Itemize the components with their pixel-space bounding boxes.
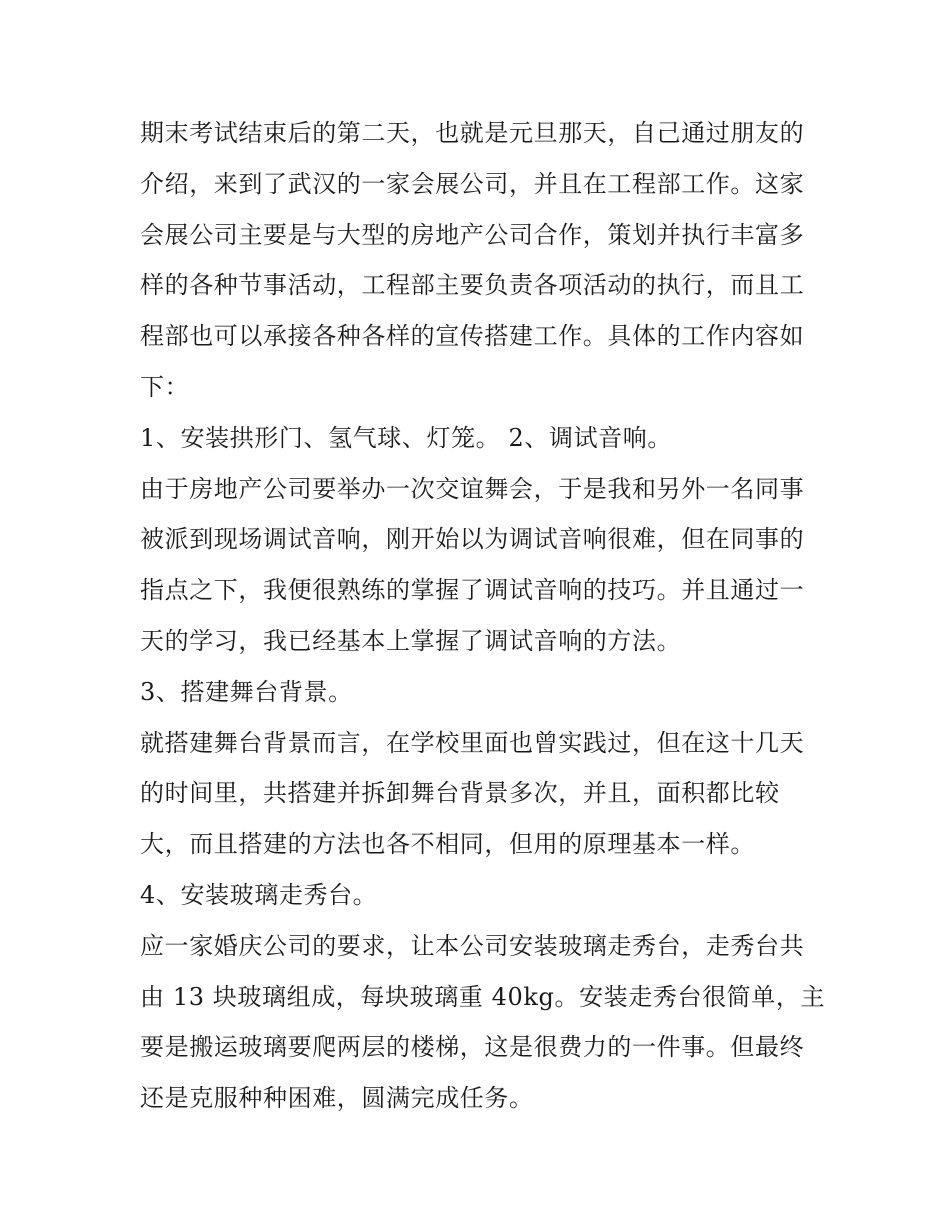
text-line: 由 13 块玻璃组成，每块玻璃重 40kg。安装走秀台很简单，主 [140, 982, 826, 1011]
text-line: 的时间里，共搭建并拆卸舞台背景多次，并且，面积都比较 [140, 779, 780, 808]
text-line: 被派到现场调试音响，刚开始以为调试音响很难，但在同事的 [140, 525, 805, 554]
text-line: 大，而且搭建的方法也各不相同，但用的原理基本一样。 [140, 830, 755, 859]
list-item-heading: 4、安装玻璃走秀台。 [140, 880, 378, 909]
list-item-heading: 3、搭建舞台背景。 [140, 677, 353, 706]
text-line: 还是克服种种困难，圆满完成任务。 [140, 1084, 534, 1113]
text-line: 就搭建舞台背景而言，在学校里面也曾实践过，但在这十几天 [140, 728, 805, 757]
text-line: 期末考试结束后的第二天，也就是元旦那天，自己通过朋友的 [140, 119, 805, 147]
list-item-heading: 1、安装拱形门、氢气球、灯笼。 2、调试音响。 [140, 423, 672, 452]
document-page [140, 108, 826, 1124]
text-line: 由于房地产公司要举办一次交谊舞会，于是我和另外一名同事 [140, 474, 805, 503]
text-line: 应一家婚庆公司的要求，让本公司安装玻璃走秀台，走秀台共 [140, 931, 805, 960]
text-line: 天的学习，我已经基本上掌握了调试音响的方法。 [140, 626, 682, 655]
text-line: 程部也可以承接各种各样的宣传搭建工作。具体的工作内容如 [140, 322, 805, 351]
text-line: 会展公司主要是与大型的房地产公司合作，策划并执行丰富多 [140, 220, 805, 249]
text-line: 样的各种节事活动，工程部主要负责各项活动的执行，而且工 [140, 271, 805, 300]
text-line: 要是搬运玻璃要爬两层的楼梯，这是很费力的一件事。但最终 [140, 1033, 805, 1062]
text-line: 下： [140, 372, 190, 401]
text-line: 介绍，来到了武汉的一家会展公司，并且在工程部工作。这家 [140, 169, 805, 198]
text-line: 指点之下，我便很熟练的掌握了调试音响的技巧。并且通过一 [140, 576, 805, 605]
